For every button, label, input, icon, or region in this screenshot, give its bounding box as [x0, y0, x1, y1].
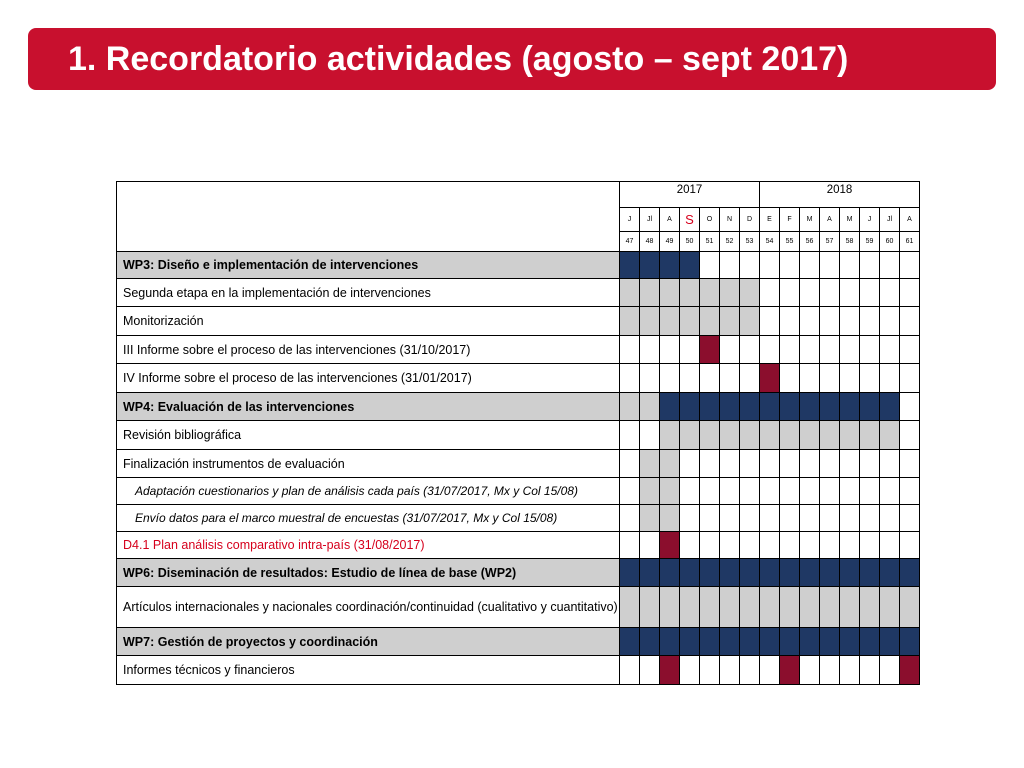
- period-number: 48: [640, 232, 660, 252]
- gantt-chart-table: [116, 181, 920, 685]
- activity-bar-cell: [620, 587, 640, 628]
- empty-cell: [760, 252, 780, 279]
- gantt-row: [117, 307, 920, 336]
- empty-cell: [760, 478, 780, 505]
- gantt-row: [117, 587, 920, 628]
- activity-bar-cell: [720, 421, 740, 450]
- empty-cell: [760, 279, 780, 307]
- title-banner: [28, 28, 996, 90]
- workpackage-bar-cell: [760, 559, 780, 587]
- month-header: E: [760, 208, 780, 232]
- empty-cell: [800, 450, 820, 478]
- activity-bar-cell: [640, 505, 660, 532]
- empty-cell: [720, 252, 740, 279]
- empty-cell: [860, 478, 880, 505]
- activity-bar-cell: [780, 421, 800, 450]
- task-label: Envío datos para el marco muestral de encuestas (31/07/2017, Mx y Col 15/08): [117, 505, 620, 532]
- empty-cell: [740, 450, 760, 478]
- period-number: 57: [820, 232, 840, 252]
- workpackage-bar-cell: [640, 252, 660, 279]
- empty-cell: [900, 364, 920, 393]
- empty-cell: [720, 364, 740, 393]
- year-header: 2017: [620, 182, 760, 208]
- activity-bar-cell: [840, 587, 860, 628]
- task-label: Segunda etapa en la implementación de intervenciones: [117, 279, 620, 307]
- milestone-cell: [760, 364, 780, 393]
- activity-bar-cell: [900, 587, 920, 628]
- empty-cell: [740, 478, 760, 505]
- workpackage-bar-cell: [740, 559, 760, 587]
- workpackage-bar-cell: [680, 393, 700, 421]
- empty-cell: [640, 532, 660, 559]
- workpackage-bar-cell: [700, 393, 720, 421]
- period-number: 50: [680, 232, 700, 252]
- empty-cell: [740, 252, 760, 279]
- empty-cell: [900, 505, 920, 532]
- period-number: 58: [840, 232, 860, 252]
- month-header: Jl: [880, 208, 900, 232]
- workpackage-bar-cell: [620, 628, 640, 656]
- empty-cell: [800, 505, 820, 532]
- activity-bar-cell: [860, 587, 880, 628]
- workpackage-bar-cell: [820, 628, 840, 656]
- activity-bar-cell: [640, 393, 660, 421]
- empty-cell: [800, 252, 820, 279]
- month-header: J: [620, 208, 640, 232]
- gantt-row: [117, 450, 920, 478]
- task-label: IV Informe sobre el proceso de las intervenciones (31/01/2017): [117, 364, 620, 393]
- empty-cell: [660, 364, 680, 393]
- activity-bar-cell: [680, 421, 700, 450]
- empty-cell: [820, 279, 840, 307]
- empty-cell: [820, 656, 840, 685]
- gantt-row: [117, 421, 920, 450]
- workpackage-bar-cell: [700, 559, 720, 587]
- year-header: 2018: [760, 182, 920, 208]
- empty-cell: [620, 450, 640, 478]
- activity-bar-cell: [740, 587, 760, 628]
- activity-bar-cell: [680, 587, 700, 628]
- empty-cell: [780, 364, 800, 393]
- activity-bar-cell: [700, 421, 720, 450]
- activity-bar-cell: [620, 307, 640, 336]
- activity-bar-cell: [660, 587, 680, 628]
- empty-cell: [780, 450, 800, 478]
- empty-cell: [640, 336, 660, 364]
- empty-cell: [620, 656, 640, 685]
- workpackage-bar-cell: [900, 559, 920, 587]
- activity-bar-cell: [740, 307, 760, 336]
- activity-bar-cell: [620, 279, 640, 307]
- workpackage-bar-cell: [840, 628, 860, 656]
- empty-cell: [840, 478, 860, 505]
- activity-bar-cell: [820, 421, 840, 450]
- workpackage-bar-cell: [760, 393, 780, 421]
- gantt-row: [117, 505, 920, 532]
- workpackage-bar-cell: [880, 559, 900, 587]
- activity-bar-cell: [880, 421, 900, 450]
- milestone-cell: [780, 656, 800, 685]
- task-label: WP4: Evaluación de las intervenciones: [117, 393, 620, 421]
- task-label: WP3: Diseño e implementación de intervenciones: [117, 252, 620, 279]
- empty-cell: [760, 656, 780, 685]
- activity-bar-cell: [680, 307, 700, 336]
- empty-cell: [620, 364, 640, 393]
- empty-cell: [880, 478, 900, 505]
- workpackage-bar-cell: [900, 628, 920, 656]
- empty-cell: [820, 336, 840, 364]
- activity-bar-cell: [860, 421, 880, 450]
- gantt-row: [117, 559, 920, 587]
- empty-cell: [840, 532, 860, 559]
- empty-cell: [700, 478, 720, 505]
- activity-bar-cell: [700, 587, 720, 628]
- empty-cell: [900, 450, 920, 478]
- workpackage-bar-cell: [860, 628, 880, 656]
- milestone-cell: [660, 656, 680, 685]
- empty-cell: [780, 505, 800, 532]
- empty-cell: [740, 656, 760, 685]
- workpackage-bar-cell: [680, 252, 700, 279]
- empty-cell: [700, 364, 720, 393]
- empty-cell: [880, 252, 900, 279]
- workpackage-bar-cell: [620, 252, 640, 279]
- activity-bar-cell: [640, 478, 660, 505]
- month-header: S: [680, 208, 700, 232]
- period-number: 61: [900, 232, 920, 252]
- empty-cell: [740, 336, 760, 364]
- empty-cell: [700, 450, 720, 478]
- workpackage-bar-cell: [700, 628, 720, 656]
- activity-bar-cell: [740, 421, 760, 450]
- empty-cell: [800, 307, 820, 336]
- workpackage-bar-cell: [860, 559, 880, 587]
- workpackage-bar-cell: [840, 559, 860, 587]
- empty-cell: [880, 532, 900, 559]
- activity-bar-cell: [620, 393, 640, 421]
- empty-cell: [660, 336, 680, 364]
- month-header: A: [900, 208, 920, 232]
- activity-bar-cell: [660, 307, 680, 336]
- empty-cell: [760, 336, 780, 364]
- workpackage-bar-cell: [660, 393, 680, 421]
- workpackage-bar-cell: [640, 559, 660, 587]
- period-number: 59: [860, 232, 880, 252]
- empty-cell: [620, 336, 640, 364]
- empty-cell: [880, 656, 900, 685]
- month-header: Jl: [640, 208, 660, 232]
- activity-bar-cell: [640, 279, 660, 307]
- workpackage-bar-cell: [760, 628, 780, 656]
- workpackage-bar-cell: [860, 393, 880, 421]
- workpackage-bar-cell: [780, 559, 800, 587]
- slide-title: 1. Recordatorio actividades (agosto – sept 2017): [68, 40, 849, 78]
- empty-cell: [880, 336, 900, 364]
- activity-bar-cell: [660, 279, 680, 307]
- empty-cell: [820, 252, 840, 279]
- empty-cell: [860, 364, 880, 393]
- empty-cell: [720, 532, 740, 559]
- activity-bar-cell: [740, 279, 760, 307]
- empty-cell: [900, 532, 920, 559]
- empty-cell: [900, 421, 920, 450]
- task-label: Artículos internacionales y nacionales coordinación/continuidad (cualitativo y cuantitativo): [117, 587, 620, 628]
- activity-bar-cell: [880, 587, 900, 628]
- task-label: WP7: Gestión de proyectos y coordinación: [117, 628, 620, 656]
- month-header: D: [740, 208, 760, 232]
- empty-cell: [800, 478, 820, 505]
- milestone-cell: [660, 532, 680, 559]
- activity-bar-cell: [800, 421, 820, 450]
- task-label: Revisión bibliográfica: [117, 421, 620, 450]
- period-number: 49: [660, 232, 680, 252]
- empty-cell: [700, 532, 720, 559]
- activity-bar-cell: [800, 587, 820, 628]
- empty-cell: [780, 279, 800, 307]
- empty-cell: [860, 252, 880, 279]
- task-label: Finalización instrumentos de evaluación: [117, 450, 620, 478]
- empty-cell: [720, 450, 740, 478]
- gantt-row: [117, 252, 920, 279]
- empty-cell: [900, 252, 920, 279]
- header-blank-cell: [117, 182, 620, 252]
- workpackage-bar-cell: [800, 559, 820, 587]
- empty-cell: [860, 279, 880, 307]
- activity-bar-cell: [720, 587, 740, 628]
- empty-cell: [640, 364, 660, 393]
- period-number: 60: [880, 232, 900, 252]
- month-header: N: [720, 208, 740, 232]
- gantt-row: [117, 628, 920, 656]
- month-header: A: [660, 208, 680, 232]
- gantt-row: [117, 656, 920, 685]
- workpackage-bar-cell: [660, 252, 680, 279]
- empty-cell: [720, 656, 740, 685]
- activity-bar-cell: [680, 279, 700, 307]
- empty-cell: [740, 532, 760, 559]
- empty-cell: [860, 505, 880, 532]
- empty-cell: [860, 336, 880, 364]
- period-number: 55: [780, 232, 800, 252]
- empty-cell: [720, 336, 740, 364]
- empty-cell: [760, 532, 780, 559]
- month-header: J: [860, 208, 880, 232]
- empty-cell: [700, 505, 720, 532]
- empty-cell: [680, 450, 700, 478]
- workpackage-bar-cell: [820, 393, 840, 421]
- empty-cell: [780, 307, 800, 336]
- empty-cell: [680, 364, 700, 393]
- month-header: O: [700, 208, 720, 232]
- empty-cell: [820, 532, 840, 559]
- period-number: 53: [740, 232, 760, 252]
- workpackage-bar-cell: [820, 559, 840, 587]
- month-header: M: [800, 208, 820, 232]
- empty-cell: [700, 656, 720, 685]
- empty-cell: [820, 478, 840, 505]
- empty-cell: [840, 336, 860, 364]
- task-label: III Informe sobre el proceso de las intervenciones (31/10/2017): [117, 336, 620, 364]
- empty-cell: [880, 450, 900, 478]
- empty-cell: [800, 656, 820, 685]
- workpackage-bar-cell: [720, 559, 740, 587]
- month-header: F: [780, 208, 800, 232]
- empty-cell: [880, 364, 900, 393]
- empty-cell: [840, 505, 860, 532]
- workpackage-bar-cell: [740, 628, 760, 656]
- workpackage-bar-cell: [720, 393, 740, 421]
- empty-cell: [820, 450, 840, 478]
- milestone-cell: [900, 656, 920, 685]
- task-label: D4.1 Plan análisis comparativo intra-país (31/08/2017): [117, 532, 620, 559]
- workpackage-bar-cell: [620, 559, 640, 587]
- activity-bar-cell: [660, 505, 680, 532]
- period-number: 52: [720, 232, 740, 252]
- empty-cell: [820, 505, 840, 532]
- task-label: Adaptación cuestionarios y plan de análisis cada país (31/07/2017, Mx y Col 15/08): [117, 478, 620, 505]
- empty-cell: [840, 450, 860, 478]
- workpackage-bar-cell: [740, 393, 760, 421]
- empty-cell: [840, 279, 860, 307]
- workpackage-bar-cell: [880, 628, 900, 656]
- milestone-cell: [700, 336, 720, 364]
- empty-cell: [780, 478, 800, 505]
- month-header: M: [840, 208, 860, 232]
- activity-bar-cell: [760, 587, 780, 628]
- empty-cell: [680, 505, 700, 532]
- empty-cell: [880, 279, 900, 307]
- activity-bar-cell: [660, 478, 680, 505]
- empty-cell: [900, 393, 920, 421]
- workpackage-bar-cell: [680, 559, 700, 587]
- activity-bar-cell: [720, 307, 740, 336]
- empty-cell: [800, 336, 820, 364]
- empty-cell: [840, 364, 860, 393]
- empty-cell: [620, 505, 640, 532]
- period-number: 51: [700, 232, 720, 252]
- empty-cell: [740, 505, 760, 532]
- empty-cell: [720, 478, 740, 505]
- task-label: WP6: Diseminación de resultados: Estudio de línea de base (WP2): [117, 559, 620, 587]
- empty-cell: [800, 532, 820, 559]
- empty-cell: [640, 656, 660, 685]
- activity-bar-cell: [780, 587, 800, 628]
- empty-cell: [880, 505, 900, 532]
- empty-cell: [900, 478, 920, 505]
- activity-bar-cell: [640, 587, 660, 628]
- empty-cell: [860, 450, 880, 478]
- month-header: A: [820, 208, 840, 232]
- period-number: 54: [760, 232, 780, 252]
- workpackage-bar-cell: [780, 393, 800, 421]
- empty-cell: [620, 421, 640, 450]
- activity-bar-cell: [820, 587, 840, 628]
- empty-cell: [720, 505, 740, 532]
- empty-cell: [840, 656, 860, 685]
- empty-cell: [780, 532, 800, 559]
- empty-cell: [900, 336, 920, 364]
- activity-bar-cell: [660, 421, 680, 450]
- period-number: 56: [800, 232, 820, 252]
- activity-bar-cell: [700, 279, 720, 307]
- workpackage-bar-cell: [660, 628, 680, 656]
- empty-cell: [620, 478, 640, 505]
- empty-cell: [680, 336, 700, 364]
- workpackage-bar-cell: [780, 628, 800, 656]
- workpackage-bar-cell: [680, 628, 700, 656]
- activity-bar-cell: [840, 421, 860, 450]
- workpackage-bar-cell: [660, 559, 680, 587]
- gantt-row: [117, 364, 920, 393]
- empty-cell: [820, 364, 840, 393]
- empty-cell: [900, 307, 920, 336]
- workpackage-bar-cell: [640, 628, 660, 656]
- empty-cell: [680, 478, 700, 505]
- gantt-row: [117, 336, 920, 364]
- empty-cell: [680, 532, 700, 559]
- empty-cell: [780, 252, 800, 279]
- task-label: Informes técnicos y financieros: [117, 656, 620, 685]
- empty-cell: [740, 364, 760, 393]
- activity-bar-cell: [760, 421, 780, 450]
- empty-cell: [840, 307, 860, 336]
- empty-cell: [680, 656, 700, 685]
- workpackage-bar-cell: [800, 628, 820, 656]
- empty-cell: [760, 505, 780, 532]
- empty-cell: [620, 532, 640, 559]
- activity-bar-cell: [640, 307, 660, 336]
- empty-cell: [760, 450, 780, 478]
- gantt-row: [117, 393, 920, 421]
- workpackage-bar-cell: [720, 628, 740, 656]
- gantt-row: [117, 279, 920, 307]
- empty-cell: [760, 307, 780, 336]
- workpackage-bar-cell: [840, 393, 860, 421]
- empty-cell: [640, 421, 660, 450]
- activity-bar-cell: [700, 307, 720, 336]
- workpackage-bar-cell: [800, 393, 820, 421]
- activity-bar-cell: [660, 450, 680, 478]
- empty-cell: [800, 364, 820, 393]
- empty-cell: [900, 279, 920, 307]
- task-label: Monitorización: [117, 307, 620, 336]
- activity-bar-cell: [640, 450, 660, 478]
- empty-cell: [860, 532, 880, 559]
- empty-cell: [840, 252, 860, 279]
- workpackage-bar-cell: [880, 393, 900, 421]
- period-number: 47: [620, 232, 640, 252]
- gantt-row: [117, 532, 920, 559]
- empty-cell: [880, 307, 900, 336]
- empty-cell: [820, 307, 840, 336]
- gantt-row: [117, 478, 920, 505]
- empty-cell: [700, 252, 720, 279]
- empty-cell: [860, 307, 880, 336]
- empty-cell: [860, 656, 880, 685]
- empty-cell: [780, 336, 800, 364]
- empty-cell: [800, 279, 820, 307]
- activity-bar-cell: [720, 279, 740, 307]
